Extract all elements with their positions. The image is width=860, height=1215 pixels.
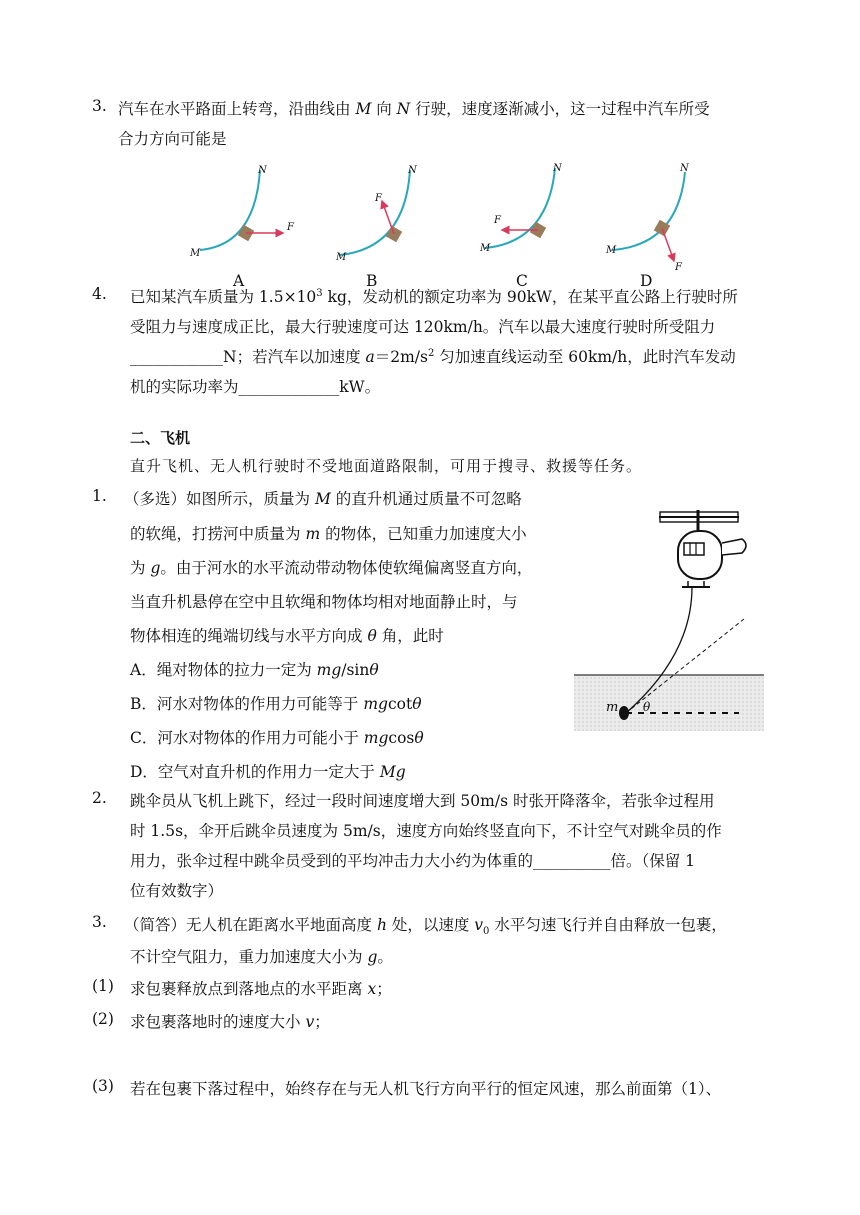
fig-a-label-f: F bbox=[287, 222, 294, 233]
q4-line1: 已知某汽车质量为 $1.5\times 10^3$ kg，发动机的额定功率为 90kW，在某平直公路上行驶时所 bbox=[130, 287, 738, 306]
fig-b-label-m: M bbox=[336, 252, 347, 263]
p1-option-a: A．绳对物体的拉力一定为 mg/sinθ bbox=[130, 661, 379, 679]
river-water bbox=[574, 675, 764, 731]
fig-c-label-m: M bbox=[480, 243, 491, 254]
p3-number: 3. bbox=[92, 913, 107, 931]
fig-label-theta: θ bbox=[643, 700, 651, 714]
fig-d-label-n: N bbox=[680, 163, 689, 174]
section-title: 二、飞机 bbox=[130, 429, 191, 447]
p2-line1: 跳伞员从飞机上跳下，经过一段时间速度增大到 50m/s 时张开降落伞，若张伞过程用 bbox=[130, 792, 715, 810]
figure-b bbox=[340, 170, 410, 255]
force-arrow bbox=[662, 228, 674, 261]
p1-line3: 为 g。由于河水的水平流动带动物体使软绳偏离竖直方向， bbox=[130, 559, 533, 577]
p1-line2: 的软绳，打捞河中质量为 m 的物体，已知重力加速度大小 bbox=[130, 525, 527, 543]
fig-a-label-n: N bbox=[258, 165, 267, 176]
object-m bbox=[619, 706, 629, 720]
q3-stem-line1: 汽车在水平路面上转弯，沿曲线由 M 向 N 行驶，速度逐渐减小，这一过程中汽车所受 bbox=[118, 100, 710, 118]
q4-line2: 受阻力与速度成正比，最大行驶速度可达 120km/h。汽车以最大速度行驶时所受阻力 bbox=[130, 318, 716, 336]
q4-line3: ____________N；若汽车以加速度 $a=2m/s^2$ 匀加速直线运动至 60km/h，此时汽车发动 bbox=[130, 347, 736, 366]
figure-c bbox=[485, 168, 555, 248]
p1-option-c: C．河水对物体的作用力可能小于 mgcosθ bbox=[130, 729, 424, 747]
fig-d-caption: D bbox=[640, 272, 653, 290]
p2-line3: 用力，张伞过程中跳伞员受到的平均冲击力大小约为体重的__________倍。（保留 1 bbox=[130, 852, 696, 870]
p3-line2: 不计空气阻力，重力加速度大小为 g。 bbox=[130, 948, 393, 966]
fig-b-label-f: F bbox=[375, 193, 382, 204]
q3-stem-line2: 合力方向可能是 bbox=[118, 130, 227, 148]
fig-a-caption: A bbox=[233, 272, 245, 290]
cockpit-window bbox=[684, 543, 704, 555]
figure-d bbox=[612, 172, 685, 261]
helicopter-figure bbox=[574, 505, 764, 735]
p3-sub1-number: (1) bbox=[92, 977, 114, 995]
p1-line1: （多选）如图所示，质量为 M 的直升机通过质量不可忽略 bbox=[124, 490, 522, 508]
var-M: M bbox=[355, 100, 372, 118]
figure-a bbox=[200, 170, 283, 250]
p3-sub3: 若在包裹下落过程中，始终存在与无人机飞行方向平行的恒定风速，那么前面第（1）、 bbox=[130, 1080, 722, 1098]
fig-d-label-m: M bbox=[606, 245, 617, 256]
fig-c-label-f: F bbox=[494, 215, 501, 226]
p1-number: 1. bbox=[92, 487, 107, 505]
p2-number: 2. bbox=[92, 789, 107, 807]
fig-c-caption: C bbox=[516, 272, 528, 290]
fig-d-label-f: F bbox=[675, 262, 682, 273]
p2-line2: 时 1.5s，伞开后跳伞员速度为 5m/s，速度方向始终竖直向下，不计空气对跳伞员的作 bbox=[130, 822, 722, 840]
p1-option-d: D．空气对直升机的作用力一定大于 Mg bbox=[130, 763, 406, 781]
p3-line1: （简答）无人机在距离水平地面高度 h 处，以速度 $v_0$ 水平匀速飞行并自由释放一包裹， bbox=[124, 916, 727, 938]
p1-line5: 物体相连的绳端切线与水平方向成 θ 角，此时 bbox=[130, 627, 444, 645]
fig-b-label-n: N bbox=[408, 165, 417, 176]
p1-option-b: B．河水对物体的作用力可能等于 mgcotθ bbox=[130, 695, 422, 713]
p3-sub1: 求包裹释放点到落地点的水平距离 x； bbox=[130, 980, 392, 998]
fig-b-caption: B bbox=[366, 272, 378, 290]
q4-line4: 机的实际功率为_____________kW。 bbox=[130, 378, 381, 396]
helicopter-tail bbox=[722, 539, 746, 555]
fig-label-m: m bbox=[606, 700, 619, 715]
section-intro: 直升飞机、无人机行驶时不受地面道路限制，可用于搜寻、救援等任务。 bbox=[130, 457, 643, 475]
p3-sub2: 求包裹落地时的速度大小 v； bbox=[130, 1013, 330, 1031]
curve-path bbox=[612, 172, 685, 250]
curve-path bbox=[340, 170, 410, 255]
q3-figures bbox=[180, 160, 720, 290]
fig-c-label-n: N bbox=[553, 163, 562, 174]
q4-number: 4. bbox=[92, 285, 107, 303]
curve-path bbox=[200, 170, 260, 250]
curve-path bbox=[485, 168, 555, 248]
p2-line4: 位有效数字） bbox=[130, 882, 224, 900]
p3-sub3-number: (3) bbox=[92, 1077, 114, 1095]
p3-sub2-number: (2) bbox=[92, 1010, 114, 1028]
fig-a-label-m: M bbox=[190, 248, 201, 259]
p1-line4: 当直升机悬停在空中且软绳和物体均相对地面静止时，与 bbox=[130, 593, 518, 611]
force-arrow bbox=[382, 201, 394, 234]
q3-number: 3. bbox=[92, 97, 107, 115]
var-N: N bbox=[396, 100, 411, 118]
